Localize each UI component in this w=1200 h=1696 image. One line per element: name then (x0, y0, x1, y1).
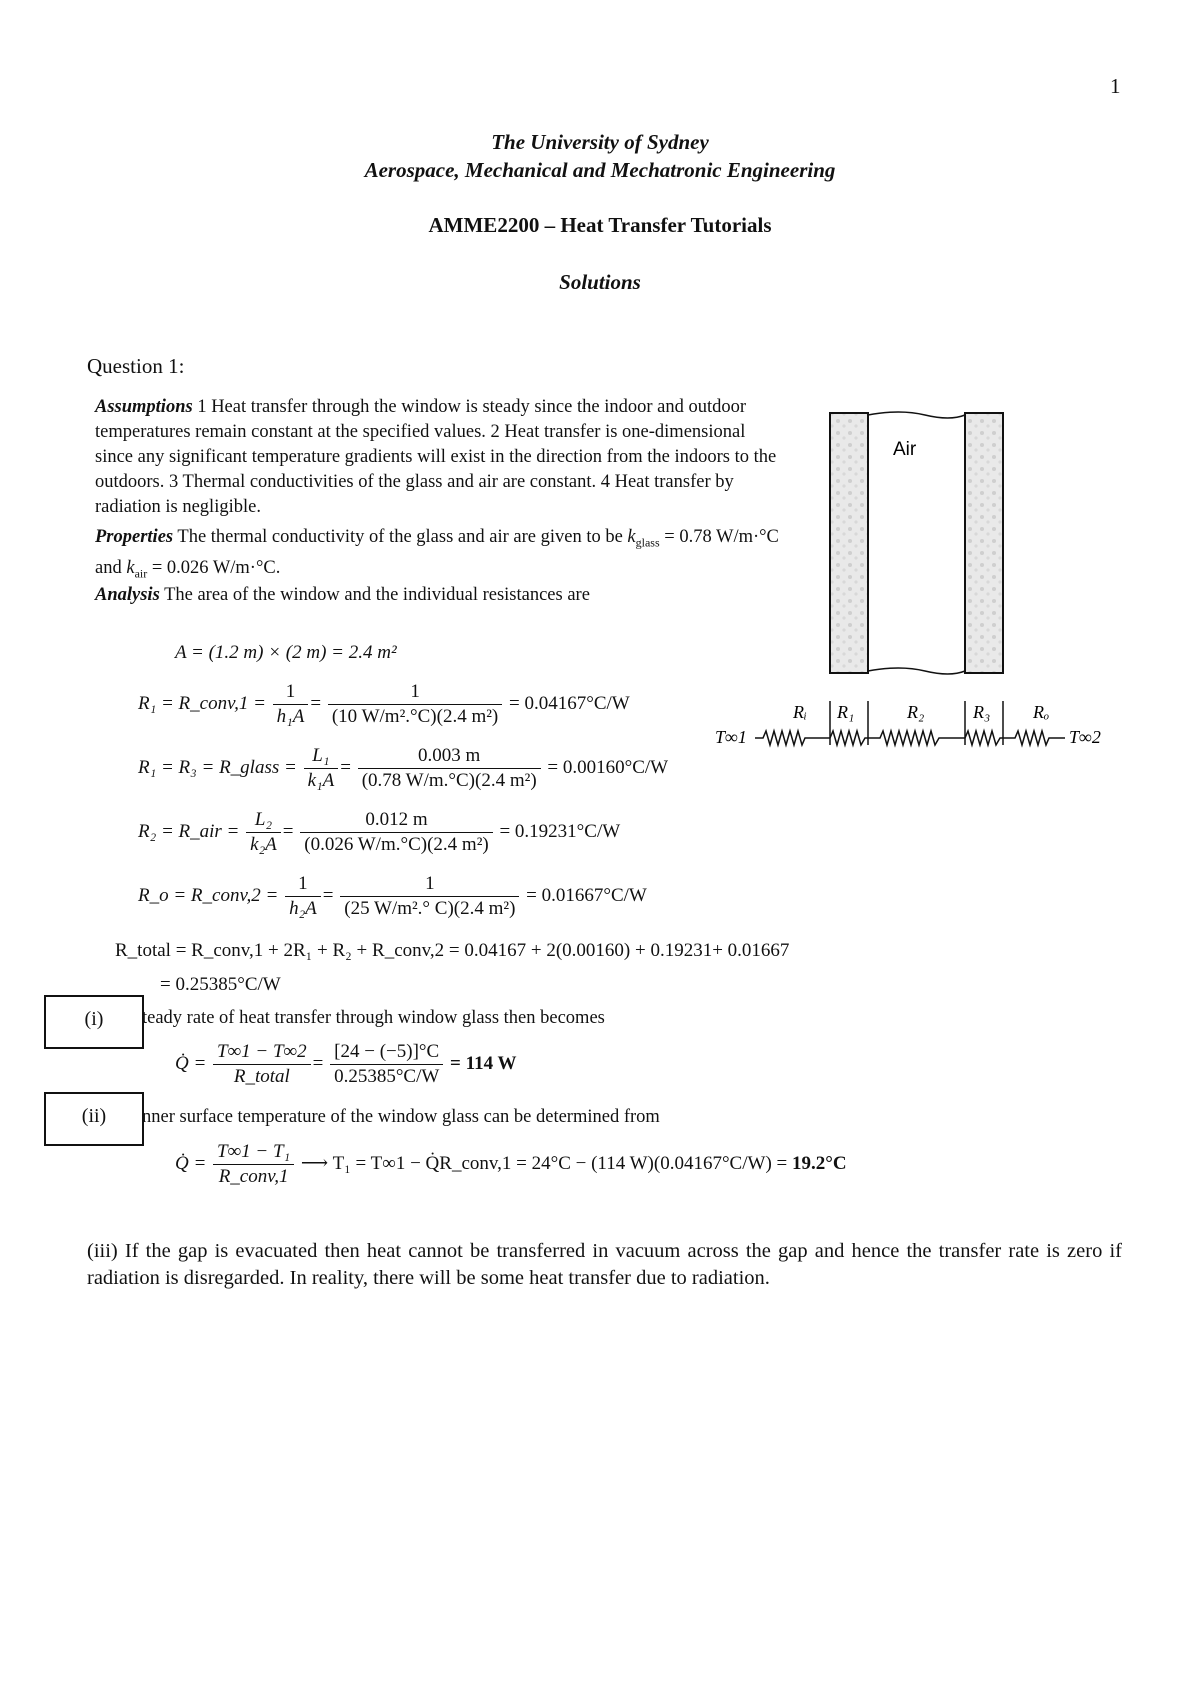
t1-frac (213, 1140, 294, 1189)
t1-lhs: Q̇ = (175, 1152, 207, 1174)
properties-text-c: = 0.026 W/m·°C. (147, 557, 281, 578)
properties-text-b: = 0.78 W/m·°C and (95, 527, 779, 578)
university-title: The University of Sydney (491, 130, 709, 154)
r1-lhs: R₁ = R_conv,1 = (138, 692, 266, 714)
r13-frac-numeric (358, 744, 541, 793)
r2-equation: R₂ = R_air = $\frac{\text{L₂}}{\text{k₂A}}$ = $\frac{0.012 m}{\text{(0.026 W/m.°C)(2.4 m²)}}$ = 0.19231°C/W (138, 809, 621, 855)
r2-den1: k₂A (250, 834, 277, 855)
properties-text-a: The thermal conductivity of the glass and air are given to be (173, 527, 628, 547)
q-den2: 0.25385°C/W (334, 1066, 440, 1087)
r1-frac-symbolic (273, 680, 309, 729)
r13-num1: L₁ (304, 744, 339, 769)
r13-equation: R₁ = R₃ = R_glass = $\frac{\text{L₁}}{\text{k₁A}}$ = $\frac{0.003 m}{\text{(0.78 W/m.°C)(2.4 m²)}}$ = 0.00160°C/W (138, 745, 669, 791)
page-number: 1 (1110, 74, 1121, 98)
r1-frac-numeric (328, 680, 502, 729)
r13-den2: (0.78 W/m.°C)(2.4 m²) (361, 770, 537, 791)
label-ro: Rₒ (1033, 702, 1050, 722)
r13-result: = 0.00160°C/W (547, 756, 669, 778)
part-iii-paragraph: (iii) If the gap is evacuated then heat cannot be transferred in vacuum across the gap and hence the transfer rate is zero if radiation is disregarded. In reality, there will be some heat transfer due to radiation. (87, 1240, 1122, 1289)
k-glass-symbol: k (627, 527, 636, 547)
resistance-network (755, 731, 1065, 745)
air-gap-top-edge (868, 412, 965, 418)
ro-result: = 0.01667°C/W (526, 884, 647, 906)
r13-frac-symbolic (304, 744, 339, 793)
r2-frac-numeric (300, 808, 492, 857)
t-left-label: T∞1 (715, 727, 747, 747)
analysis-label: Analysis (95, 585, 160, 605)
part-ii-text: nner surface temperature of the window glass can be determined from (142, 1107, 660, 1127)
label-r3: R₃ (973, 702, 991, 722)
rtotal-line2: = 0.25385°C/W (160, 974, 281, 995)
k-air-symbol: k (126, 557, 135, 578)
t1-result: 19.2°C (791, 1152, 847, 1174)
r1-result: = 0.04167°C/W (509, 692, 630, 714)
school-title: Aerospace, Mechanical and Mechatronic Engineering (364, 158, 836, 182)
part-i-equation: Q̇ = $\frac{T\infty 1 - T\infty 2}{\text{R\_total}}$ = $\frac{[24 - (-5)]^\circ C}{0.25385^\circ C/W}$ = 114 W (175, 1041, 517, 1087)
window-diagram (715, 405, 1125, 765)
r2-num1: L₂ (246, 808, 281, 833)
r1-den2: (10 W/m².°C)(2.4 m²) (331, 706, 499, 727)
r2-frac-symbolic (246, 808, 281, 857)
air-label: Air (893, 439, 917, 460)
assumptions-label: Assumptions (95, 397, 193, 417)
k-glass-sub: glass (635, 535, 660, 550)
rtotal-line1: R_total = R_conv,1 + 2R₁ + R₂ + R_conv,2 = 0.04167 + 2(0.00160) + 0.19231+ 0.01667 (115, 940, 790, 961)
part-ii-box: (ii) (44, 1092, 144, 1146)
arrow-icon: ⟶ (300, 1152, 329, 1174)
air-gap-bottom-edge (868, 668, 965, 674)
analysis-text: The area of the window and the individual resistances are (159, 585, 590, 605)
ro-num2: 1 (340, 872, 519, 897)
t1-den: R_conv,1 (218, 1166, 289, 1187)
properties-label: Properties (95, 527, 174, 547)
ro-num1: 1 (285, 872, 321, 897)
ro-den2: (25 W/m².° C)(2.4 m²) (344, 898, 516, 919)
r2-result: = 0.19231°C/W (499, 820, 621, 842)
t1-num: T∞1 − T₁ (213, 1140, 294, 1165)
r2-lhs: R₂ = R_air = (138, 820, 240, 842)
label-r1: R₁ (837, 702, 855, 722)
r1-num2: 1 (328, 680, 502, 705)
part-i-box: (i) (44, 995, 144, 1049)
course-title: AMME2200 – Heat Transfer Tutorials (428, 213, 772, 237)
t-right-label: T∞2 (1069, 727, 1101, 747)
left-glass-pane (830, 413, 868, 673)
area-equation: A = (1.2 m) × (2 m) = 2.4 m² (175, 642, 397, 663)
part-i-text: teady rate of heat transfer through window glass then becomes (142, 1008, 605, 1028)
label-r2: R₂ (907, 702, 925, 722)
ro-lhs: R_o = R_conv,2 = (138, 884, 279, 906)
r1-num1: 1 (273, 680, 309, 705)
analysis-paragraph (95, 583, 655, 608)
label-ri: Rᵢ (793, 702, 807, 722)
q-num1: T∞1 − T∞2 (213, 1040, 311, 1065)
properties-paragraph (95, 525, 785, 586)
assumptions-paragraph (95, 395, 785, 520)
q-num2: [24 − (−5)]°C (330, 1040, 443, 1065)
r13-num2: 0.003 m (358, 744, 541, 769)
r13-lhs: R₁ = R₃ = R_glass = (138, 756, 297, 778)
r2-num2: 0.012 m (300, 808, 492, 833)
ro-equation: R_o = R_conv,2 = $\frac{1}{\text{h₂A}}$ = $\frac{1}{\text{(25 W/m².° C)(2.4 m²)}}$ = 0.01667°C/W (138, 873, 647, 919)
r1-den1: h₁A (276, 706, 305, 727)
r1-equation: R₁ = R_conv,1 = $\frac{1}{\text{h₁A}}$ = $\frac{1}{\text{(10 W/m².°C)(2.4 m²)}}$ = 0.04167°C/W (138, 681, 630, 727)
ro-den1: h₂A (289, 898, 317, 919)
t1-rhs: T₁ = T∞1 − Q̇R_conv,1 = 24°C − (114 W)(0.04167°C/W) = (332, 1152, 788, 1174)
q-result: = 114 W (450, 1052, 517, 1074)
assumptions-text: 1 Heat transfer through the window is steady since the indoor and outdoor temperatures remain constant at the specified values. 2 Heat transfer is one-dimensional since any significant temperature gradients will exist in the direction from the indoors to the outdoors. 3 Thermal conductivities of the glass and air are constant. 4 Heat transfer by radiation is negligible. (95, 397, 777, 517)
ro-frac-symbolic (285, 872, 321, 921)
q-frac-numeric (330, 1040, 443, 1089)
q-frac-symbolic (213, 1040, 311, 1089)
r13-den1: k₁A (307, 770, 335, 791)
r2-den2: (0.026 W/m.°C)(2.4 m²) (304, 834, 489, 855)
question-label: Question 1: (87, 354, 185, 378)
part-ii-equation (175, 1140, 847, 1189)
solutions-subtitle: Solutions (559, 270, 641, 294)
k-air-sub: air (134, 566, 148, 581)
ro-frac-numeric (340, 872, 519, 921)
q-den1: R_total (233, 1066, 290, 1087)
q-lhs: Q̇ = (175, 1052, 207, 1074)
right-glass-pane (965, 413, 1003, 673)
